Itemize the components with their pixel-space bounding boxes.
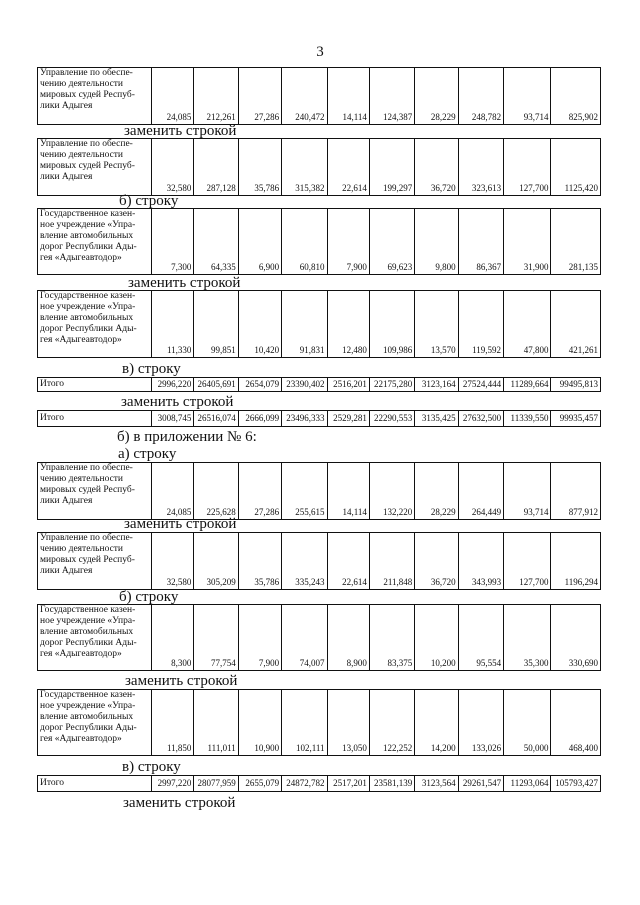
value-cell: 22290,553 bbox=[369, 411, 414, 427]
value-cell: 8,300 bbox=[152, 605, 194, 671]
value-cell: 14,114 bbox=[327, 68, 369, 125]
value-cell: 2666,099 bbox=[238, 411, 281, 427]
value-cell: 93,714 bbox=[504, 68, 551, 125]
row-label bbox=[38, 68, 152, 125]
section-heading: в) строку bbox=[122, 759, 181, 775]
value-cell: 28,229 bbox=[415, 68, 458, 125]
value-cell: 22175,280 bbox=[369, 378, 414, 392]
value-cell: 2516,201 bbox=[327, 378, 369, 392]
section-heading: заменить строкой bbox=[128, 275, 241, 291]
value-cell: 2997,220 bbox=[152, 776, 194, 792]
row-label-line: дорог Республики Ады- bbox=[40, 723, 137, 733]
value-cell: 127,700 bbox=[504, 533, 551, 590]
value-cell: 27524,444 bbox=[458, 378, 503, 392]
value-cell: 1196,294 bbox=[551, 533, 601, 590]
row-label-line: дорог Республики Ады- bbox=[40, 324, 137, 334]
value-cell: 3123,564 bbox=[415, 776, 458, 792]
value-cell: 24,085 bbox=[152, 463, 194, 520]
section-heading: заменить строкой bbox=[125, 673, 238, 689]
value-cell: 10,900 bbox=[238, 690, 281, 756]
row-label-line: дорог Республики Ады- bbox=[40, 242, 137, 252]
row-label-line: Управление по обеспе- bbox=[40, 139, 133, 149]
section-heading: б) строку bbox=[119, 589, 179, 605]
value-cell: 421,261 bbox=[551, 291, 601, 358]
row-label bbox=[38, 533, 152, 590]
section-heading: заменить строкой bbox=[124, 516, 237, 532]
value-cell: 64,335 bbox=[194, 209, 238, 275]
value-cell: 36,720 bbox=[415, 139, 458, 196]
value-cell: 27632,500 bbox=[458, 411, 503, 427]
budget-table bbox=[37, 532, 601, 590]
value-cell: 2654,079 bbox=[238, 378, 281, 392]
table-row bbox=[38, 605, 601, 671]
table-row bbox=[38, 291, 601, 358]
value-cell: 343,993 bbox=[458, 533, 503, 590]
value-cell: 35,300 bbox=[504, 605, 551, 671]
value-cell: 36,720 bbox=[415, 533, 458, 590]
row-label-line: ное учреждение «Упра- bbox=[40, 302, 136, 312]
value-cell: 2996,220 bbox=[152, 378, 194, 392]
section-heading: б) в приложении № 6: bbox=[117, 429, 257, 445]
value-cell: 3135,425 bbox=[415, 411, 458, 427]
value-cell: 32,580 bbox=[152, 533, 194, 590]
value-cell: 111,011 bbox=[194, 690, 238, 756]
value-cell: 27,286 bbox=[238, 68, 281, 125]
row-label-line: чению деятельности bbox=[40, 544, 124, 554]
value-cell: 2655,079 bbox=[238, 776, 281, 792]
budget-table bbox=[37, 67, 601, 125]
budget-table bbox=[37, 208, 601, 275]
value-cell: 3008,745 bbox=[152, 411, 194, 427]
table-row bbox=[38, 378, 601, 392]
value-cell: 99935,457 bbox=[551, 411, 601, 427]
row-label-line: мировых судей Респуб- bbox=[40, 90, 135, 100]
value-cell: 105793,427 bbox=[551, 776, 601, 792]
row-label-line: Управление по обеспе- bbox=[40, 68, 133, 78]
row-label-line: Итого bbox=[40, 412, 65, 423]
value-cell: 11,330 bbox=[152, 291, 194, 358]
value-cell: 91,831 bbox=[282, 291, 327, 358]
value-cell: 28077,959 bbox=[194, 776, 238, 792]
value-cell: 60,810 bbox=[282, 209, 327, 275]
table-row bbox=[38, 776, 601, 792]
section-heading: а) строку bbox=[118, 446, 177, 462]
value-cell: 14,200 bbox=[415, 690, 458, 756]
section-heading: заменить строкой bbox=[123, 795, 236, 811]
value-cell: 122,252 bbox=[369, 690, 414, 756]
page-number: 3 bbox=[316, 44, 324, 60]
row-label bbox=[38, 139, 152, 196]
value-cell: 74,007 bbox=[282, 605, 327, 671]
value-cell: 132,220 bbox=[369, 463, 414, 520]
value-cell: 26405,691 bbox=[194, 378, 238, 392]
row-label-line: гея «Адыгеавтодор» bbox=[40, 649, 122, 659]
row-label-line: гея «Адыгеавтодор» bbox=[40, 253, 122, 263]
value-cell: 24872,782 bbox=[282, 776, 327, 792]
row-label-line: лики Адыгея bbox=[40, 172, 93, 182]
row-label bbox=[38, 605, 152, 671]
table-row bbox=[38, 209, 601, 275]
row-label bbox=[38, 411, 152, 427]
value-cell: 28,229 bbox=[415, 463, 458, 520]
value-cell: 11339,550 bbox=[504, 411, 551, 427]
row-label-line: чению деятельности bbox=[40, 79, 124, 89]
value-cell: 23496,333 bbox=[282, 411, 327, 427]
table-row bbox=[38, 463, 601, 520]
value-cell: 225,628 bbox=[194, 463, 238, 520]
value-cell: 468,400 bbox=[551, 690, 601, 756]
row-label bbox=[38, 378, 152, 392]
row-label-line: вление автомобильных bbox=[40, 231, 134, 241]
row-label-line: Итого bbox=[40, 378, 65, 389]
total-table bbox=[37, 377, 601, 392]
table-row bbox=[38, 411, 601, 427]
table-row bbox=[38, 533, 601, 590]
row-label-line: гея «Адыгеавтодор» bbox=[40, 734, 122, 744]
value-cell: 14,114 bbox=[327, 463, 369, 520]
value-cell: 7,300 bbox=[152, 209, 194, 275]
row-label-line: мировых судей Респуб- bbox=[40, 161, 135, 171]
budget-table bbox=[37, 462, 601, 520]
budget-table bbox=[37, 290, 601, 358]
table-row bbox=[38, 139, 601, 196]
value-cell: 2517,201 bbox=[327, 776, 369, 792]
row-label-line: дорог Республики Ады- bbox=[40, 638, 137, 648]
row-label-line: ное учреждение «Упра- bbox=[40, 701, 136, 711]
row-label-line: гея «Адыгеавтодор» bbox=[40, 335, 122, 345]
value-cell: 199,297 bbox=[369, 139, 414, 196]
value-cell: 22,614 bbox=[327, 139, 369, 196]
value-cell: 212,261 bbox=[194, 68, 238, 125]
value-cell: 10,200 bbox=[415, 605, 458, 671]
section-heading: заменить строкой bbox=[121, 394, 234, 410]
value-cell: 240,472 bbox=[282, 68, 327, 125]
row-label-line: вление автомобильных bbox=[40, 627, 134, 637]
row-label-line: ное учреждение «Упра- bbox=[40, 220, 136, 230]
value-cell: 13,050 bbox=[327, 690, 369, 756]
value-cell: 6,900 bbox=[238, 209, 281, 275]
value-cell: 50,000 bbox=[504, 690, 551, 756]
value-cell: 83,375 bbox=[369, 605, 414, 671]
row-label bbox=[38, 291, 152, 358]
value-cell: 29261,547 bbox=[458, 776, 503, 792]
value-cell: 86,367 bbox=[458, 209, 503, 275]
value-cell: 877,912 bbox=[551, 463, 601, 520]
budget-table bbox=[37, 138, 601, 196]
value-cell: 35,786 bbox=[238, 533, 281, 590]
value-cell: 211,848 bbox=[369, 533, 414, 590]
row-label-line: лики Адыгея bbox=[40, 566, 93, 576]
value-cell: 32,580 bbox=[152, 139, 194, 196]
value-cell: 281,135 bbox=[551, 209, 601, 275]
value-cell: 8,900 bbox=[327, 605, 369, 671]
value-cell: 102,111 bbox=[282, 690, 327, 756]
value-cell: 69,623 bbox=[369, 209, 414, 275]
value-cell: 13,570 bbox=[415, 291, 458, 358]
value-cell: 93,714 bbox=[504, 463, 551, 520]
row-label bbox=[38, 463, 152, 520]
value-cell: 248,782 bbox=[458, 68, 503, 125]
value-cell: 825,902 bbox=[551, 68, 601, 125]
row-label-line: Государственное казен- bbox=[40, 690, 136, 700]
row-label-line: мировых судей Респуб- bbox=[40, 555, 135, 565]
row-label-line: чению деятельности bbox=[40, 150, 124, 160]
value-cell: 127,700 bbox=[504, 139, 551, 196]
value-cell: 109,986 bbox=[369, 291, 414, 358]
value-cell: 11293,064 bbox=[504, 776, 551, 792]
value-cell: 330,690 bbox=[551, 605, 601, 671]
value-cell: 11289,664 bbox=[504, 378, 551, 392]
value-cell: 264,449 bbox=[458, 463, 503, 520]
section-heading: заменить строкой bbox=[124, 123, 237, 139]
value-cell: 99495,813 bbox=[551, 378, 601, 392]
value-cell: 77,754 bbox=[194, 605, 238, 671]
row-label-line: вление автомобильных bbox=[40, 712, 134, 722]
row-label-line: Государственное казен- bbox=[40, 605, 136, 615]
table-row bbox=[38, 690, 601, 756]
value-cell: 323,613 bbox=[458, 139, 503, 196]
value-cell: 95,554 bbox=[458, 605, 503, 671]
row-label-line: Управление по обеспе- bbox=[40, 463, 133, 473]
row-label bbox=[38, 209, 152, 275]
value-cell: 23390,402 bbox=[282, 378, 327, 392]
row-label-line: Итого bbox=[40, 777, 65, 788]
value-cell: 23581,139 bbox=[369, 776, 414, 792]
row-label-line: Государственное казен- bbox=[40, 209, 136, 219]
budget-table bbox=[37, 604, 601, 671]
row-label-line: мировых судей Респуб- bbox=[40, 485, 135, 495]
total-table bbox=[37, 410, 601, 427]
value-cell: 133,026 bbox=[458, 690, 503, 756]
row-label-line: лики Адыгея bbox=[40, 101, 93, 111]
value-cell: 119,592 bbox=[458, 291, 503, 358]
value-cell: 27,286 bbox=[238, 463, 281, 520]
value-cell: 7,900 bbox=[327, 209, 369, 275]
value-cell: 1125,420 bbox=[551, 139, 601, 196]
row-label-line: ное учреждение «Упра- bbox=[40, 616, 136, 626]
value-cell: 315,382 bbox=[282, 139, 327, 196]
row-label bbox=[38, 690, 152, 756]
value-cell: 10,420 bbox=[238, 291, 281, 358]
value-cell: 26516,074 bbox=[194, 411, 238, 427]
row-label-line: Государственное казен- bbox=[40, 291, 136, 301]
budget-table bbox=[37, 689, 601, 756]
row-label-line: лики Адыгея bbox=[40, 496, 93, 506]
value-cell: 99,851 bbox=[194, 291, 238, 358]
value-cell: 305,209 bbox=[194, 533, 238, 590]
value-cell: 11,850 bbox=[152, 690, 194, 756]
value-cell: 31,900 bbox=[504, 209, 551, 275]
value-cell: 287,128 bbox=[194, 139, 238, 196]
value-cell: 22,614 bbox=[327, 533, 369, 590]
row-label-line: вление автомобильных bbox=[40, 313, 134, 323]
value-cell: 12,480 bbox=[327, 291, 369, 358]
row-label-line: Управление по обеспе- bbox=[40, 533, 133, 543]
section-heading: б) строку bbox=[119, 193, 179, 209]
row-label bbox=[38, 776, 152, 792]
total-table bbox=[37, 775, 601, 792]
value-cell: 24,085 bbox=[152, 68, 194, 125]
value-cell: 255,615 bbox=[282, 463, 327, 520]
value-cell: 35,786 bbox=[238, 139, 281, 196]
value-cell: 335,243 bbox=[282, 533, 327, 590]
value-cell: 2529,281 bbox=[327, 411, 369, 427]
table-row bbox=[38, 68, 601, 125]
value-cell: 47,800 bbox=[504, 291, 551, 358]
value-cell: 9,800 bbox=[415, 209, 458, 275]
value-cell: 3123,164 bbox=[415, 378, 458, 392]
row-label-line: чению деятельности bbox=[40, 474, 124, 484]
value-cell: 124,387 bbox=[369, 68, 414, 125]
value-cell: 7,900 bbox=[238, 605, 281, 671]
section-heading: в) строку bbox=[122, 361, 181, 377]
